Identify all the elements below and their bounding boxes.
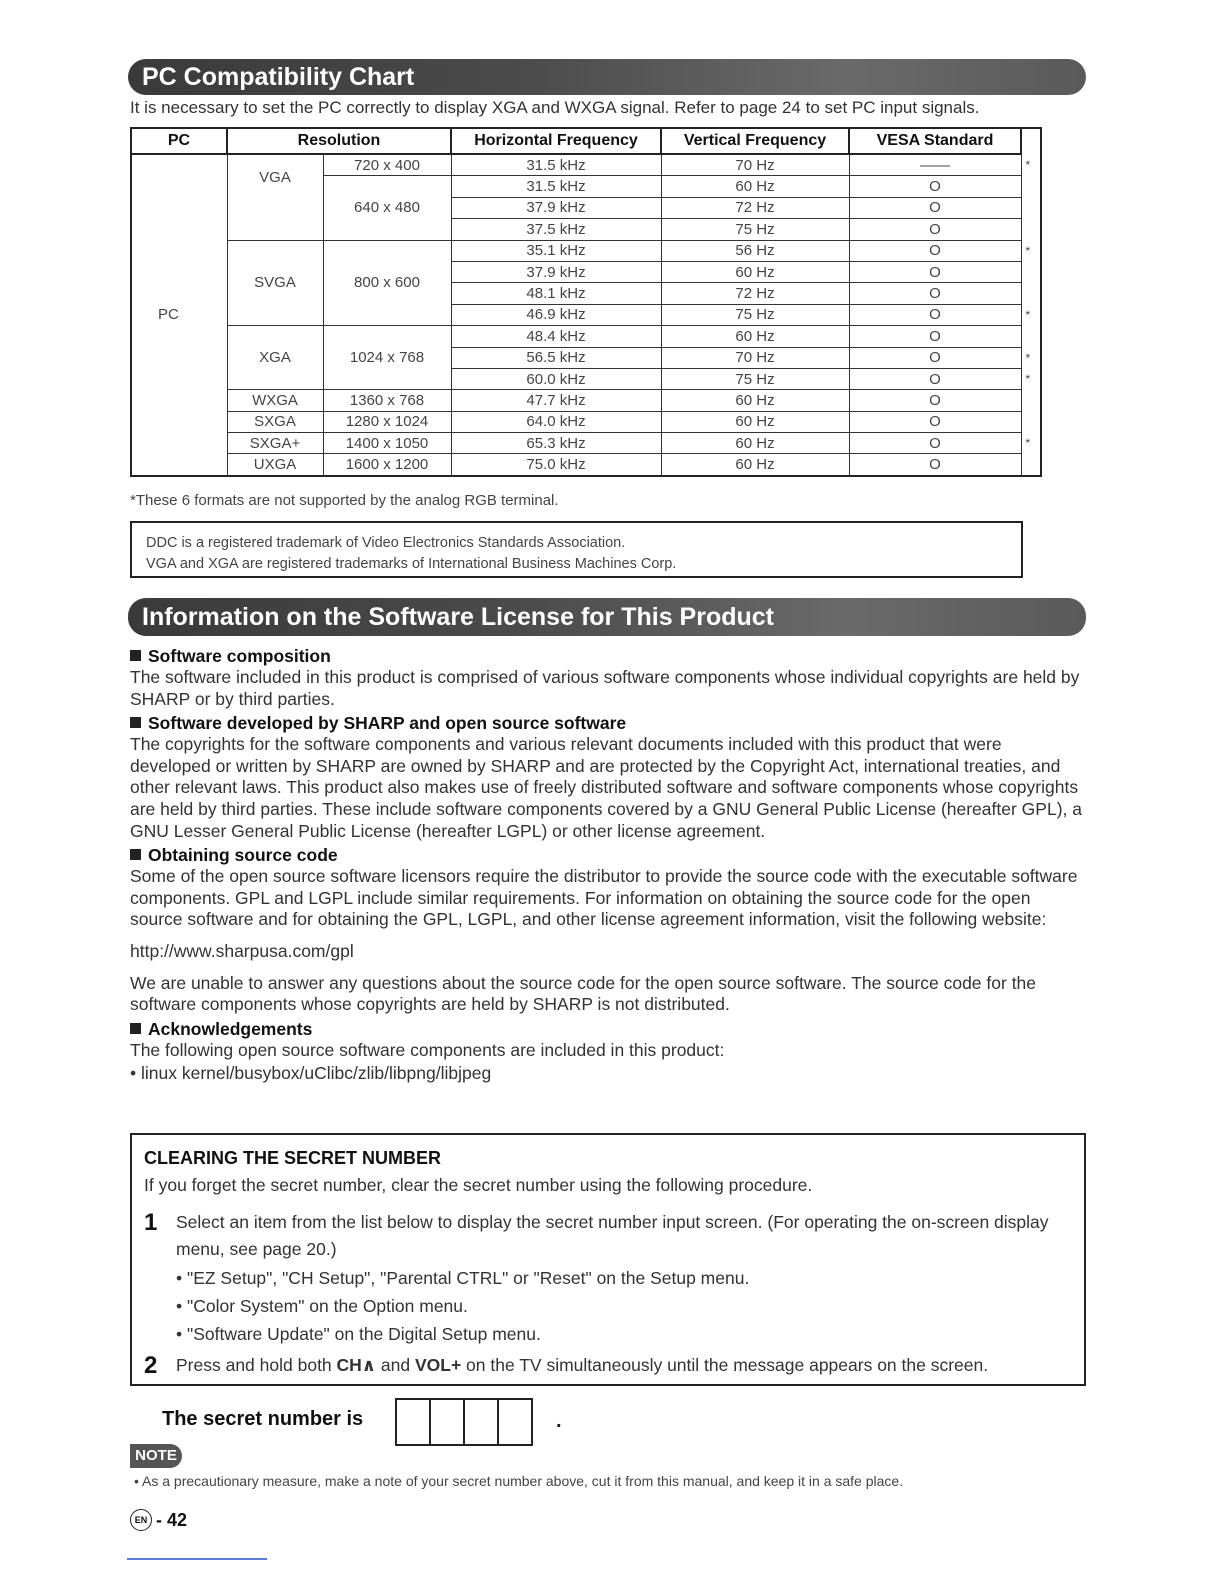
section-text: We are unable to answer any questions about the source code for the open source software. The source code for the software components whose copyrights are held by SHARP is not distributed. <box>130 972 1037 1015</box>
asterisk: * <box>1025 243 1031 258</box>
vesa: O <box>849 347 1021 368</box>
section-heading: Acknowledgements <box>130 1018 1086 1040</box>
header-spacer <box>1021 128 1041 154</box>
list-item: • "EZ Setup", "CH Setup", "Parental CTRL" or "Reset" on the Setup menu. <box>176 1268 750 1288</box>
secret-number-box <box>130 1133 1086 1386</box>
pc-compatibility-table <box>130 127 1042 477</box>
section-text: The following open source software components are included in this product: <box>130 1039 725 1060</box>
gpl-url: http://www.sharpusa.com/gpl <box>130 940 354 961</box>
pc-label: PC <box>131 154 227 476</box>
page-number <box>130 1509 187 1531</box>
pc-chart-title: PC Compatibility Chart <box>142 63 415 91</box>
asterisk: * <box>1025 436 1031 451</box>
asterisk <box>1021 176 1041 197</box>
v-freq: 60 Hz <box>661 433 849 454</box>
section-text: The software included in this product is comprised of various software components whose individual copyrights are held by SHARP or by third parties. <box>130 667 1080 709</box>
asterisk <box>1021 197 1041 218</box>
pc-chart-banner <box>128 59 1086 95</box>
h-freq: 37.9 kHz <box>451 197 661 218</box>
table-row <box>131 433 1041 454</box>
resolution-1400: 1400 x 1050 <box>323 433 451 454</box>
h-freq: 35.1 kHz <box>451 240 661 261</box>
asterisk <box>1021 454 1041 476</box>
vesa: O <box>849 304 1021 325</box>
asterisk <box>1021 411 1041 432</box>
h-freq: 48.1 kHz <box>451 283 661 304</box>
vesa: O <box>849 240 1021 261</box>
step-text: and <box>376 1355 415 1375</box>
step-text: Select an item from the list below to display the secret number input screen. (For operating the on-screen display menu, see page 20.) <box>176 1212 1049 1259</box>
note-badge: NOTE <box>130 1444 182 1468</box>
header-pc: PC <box>131 128 227 154</box>
h-freq: 56.5 kHz <box>451 347 661 368</box>
resolution-800: 800 x 600 <box>323 240 451 326</box>
asterisk <box>1021 219 1041 240</box>
trademark-box <box>130 521 1023 578</box>
trademark-vga-xga: VGA and XGA are registered trademarks of International Business Machines Corp. <box>146 556 677 572</box>
section-heading: Obtaining source code <box>130 844 1086 866</box>
vesa: O <box>849 219 1021 240</box>
vol-up-key: VOL+ <box>414 1355 462 1375</box>
square-bullet-icon <box>130 717 141 728</box>
group-sxga-plus: SXGA+ <box>227 433 323 454</box>
table-footnote: *These 6 formats are not supported by the analog RGB terminal. <box>130 492 559 509</box>
digit-box <box>429 1398 465 1446</box>
asterisk: * <box>1025 307 1031 322</box>
page-number-text: - 42 <box>156 1509 188 1530</box>
vesa: O <box>849 433 1021 454</box>
table-row <box>131 411 1041 432</box>
resolution-1600: 1600 x 1200 <box>323 454 451 476</box>
v-freq: 75 Hz <box>661 219 849 240</box>
digit-box <box>497 1398 533 1446</box>
v-freq: 70 Hz <box>661 347 849 368</box>
list-item: • "Software Update" on the Digital Setup menu. <box>176 1324 541 1344</box>
group-uxga: UXGA <box>227 454 323 476</box>
h-freq: 64.0 kHz <box>451 411 661 432</box>
group-sxga: SXGA <box>227 411 323 432</box>
h-freq: 48.4 kHz <box>451 326 661 347</box>
vesa: O <box>849 176 1021 197</box>
pc-chart-intro: It is necessary to set the PC correctly to display XGA and WXGA signal. Refer to page 24 to set PC input signals. <box>130 98 980 117</box>
en-language-icon: EN <box>130 1509 152 1531</box>
vesa: O <box>849 411 1021 432</box>
asterisk: * <box>1025 350 1031 365</box>
vesa: O <box>849 197 1021 218</box>
digit-box <box>395 1398 431 1446</box>
section-heading: Software developed by SHARP and open source software <box>130 712 1086 734</box>
step-text: on the TV simultaneously until the message appears on the screen. <box>461 1355 989 1375</box>
list-item: • "Color System" on the Option menu. <box>176 1296 468 1316</box>
asterisk: * <box>1025 372 1031 387</box>
v-freq: 75 Hz <box>661 304 849 325</box>
resolution-1024: 1024 x 768 <box>323 326 451 390</box>
resolution-720: 720 x 400 <box>323 154 451 176</box>
trademark-ddc: DDC is a registered trademark of Video Electronics Standards Association. <box>146 535 626 551</box>
group-svga: SVGA <box>227 240 323 326</box>
secret-box-title: CLEARING THE SECRET NUMBER <box>144 1148 442 1168</box>
h-freq: 46.9 kHz <box>451 304 661 325</box>
list-item: • linux kernel/busybox/uClibc/zlib/libpng/libjpeg <box>130 1063 492 1084</box>
h-freq: 65.3 kHz <box>451 433 661 454</box>
bottom-divider <box>127 1558 267 1560</box>
v-freq: 56 Hz <box>661 240 849 261</box>
section-heading: Software composition <box>130 645 1086 667</box>
asterisk <box>1021 390 1041 411</box>
v-freq: 60 Hz <box>661 411 849 432</box>
square-bullet-icon <box>130 849 141 860</box>
header-vesa-standard: VESA Standard <box>849 128 1021 154</box>
group-wxga: WXGA <box>227 390 323 411</box>
secret-period: . <box>556 1410 562 1432</box>
group-vga: VGA <box>227 154 323 240</box>
resolution-1280: 1280 x 1024 <box>323 411 451 432</box>
h-freq: 47.7 kHz <box>451 390 661 411</box>
square-bullet-icon <box>130 650 141 661</box>
header-horizontal-frequency: Horizontal Frequency <box>451 128 661 154</box>
v-freq: 60 Hz <box>661 390 849 411</box>
vesa: O <box>849 390 1021 411</box>
secret-box-intro: If you forget the secret number, clear the secret number using the following procedure. <box>144 1175 813 1195</box>
asterisk <box>1021 261 1041 282</box>
asterisk <box>1021 326 1041 347</box>
table-row <box>131 240 1041 261</box>
vesa: O <box>849 326 1021 347</box>
asterisk: * <box>1025 157 1031 172</box>
digit-box <box>463 1398 499 1446</box>
v-freq: 72 Hz <box>661 283 849 304</box>
h-freq: 37.9 kHz <box>451 261 661 282</box>
h-freq: 37.5 kHz <box>451 219 661 240</box>
vesa: O <box>849 261 1021 282</box>
square-bullet-icon <box>130 1023 141 1034</box>
step-2 <box>144 1352 1072 1379</box>
vesa: O <box>849 283 1021 304</box>
group-xga: XGA <box>227 326 323 390</box>
resolution-1360: 1360 x 768 <box>323 390 451 411</box>
table-row <box>131 454 1041 476</box>
table-row <box>131 390 1041 411</box>
h-freq: 31.5 kHz <box>451 176 661 197</box>
vesa: O <box>849 454 1021 476</box>
h-freq: 31.5 kHz <box>451 154 661 176</box>
v-freq: 60 Hz <box>661 454 849 476</box>
secret-number-boxes <box>395 1398 531 1446</box>
v-freq: 70 Hz <box>661 154 849 176</box>
license-banner <box>128 598 1086 636</box>
table-row <box>131 326 1041 347</box>
resolution-640: 640 x 480 <box>323 176 451 240</box>
table-row <box>131 154 1041 176</box>
license-title: Information on the Software License for This Product <box>142 603 774 631</box>
step-number: 2 <box>144 1352 158 1379</box>
step-1 <box>144 1209 1072 1348</box>
section-text: Some of the open source software licensors require the distributor to provide the source code with the executable software components. GPL and LGPL include similar requirements. For information on obtaining the source code for the open source software and for obtaining the GPL, LGPL, and other license agreement information, visit the following website: <box>130 866 1078 930</box>
v-freq: 72 Hz <box>661 197 849 218</box>
v-freq: 60 Hz <box>661 261 849 282</box>
vesa: O <box>849 368 1021 389</box>
license-content <box>130 645 1086 1087</box>
v-freq: 60 Hz <box>661 176 849 197</box>
section-text: The copyrights for the software components and various relevant documents included with this product that were developed or written by SHARP are owned by SHARP and are protected by the Copyright Act, international treaties, and other relevant laws. This product also makes use of freely distributed software and software components whose copyrights are held by third parties. These include software components covered by a GNU General Public License (hereafter GPL), a GNU Lesser General Public License (hereafter LGPL) or other license agreement. <box>130 734 1082 841</box>
asterisk <box>1021 283 1041 304</box>
v-freq: 60 Hz <box>661 326 849 347</box>
h-freq: 60.0 kHz <box>451 368 661 389</box>
header-vertical-frequency: Vertical Frequency <box>661 128 849 154</box>
step-number: 1 <box>144 1209 158 1236</box>
h-freq: 75.0 kHz <box>451 454 661 476</box>
step-text: Press and hold both <box>176 1355 337 1375</box>
table-header-row <box>131 128 1041 154</box>
note-text: • As a precautionary measure, make a note of your secret number above, cut it from this manual, and keep it in a safe place. <box>134 1473 904 1489</box>
ch-up-key: CH∧ <box>336 1355 377 1375</box>
secret-number-label: The secret number is <box>162 1408 364 1430</box>
vesa: —— <box>849 154 1021 176</box>
header-resolution: Resolution <box>227 128 451 154</box>
v-freq: 75 Hz <box>661 368 849 389</box>
